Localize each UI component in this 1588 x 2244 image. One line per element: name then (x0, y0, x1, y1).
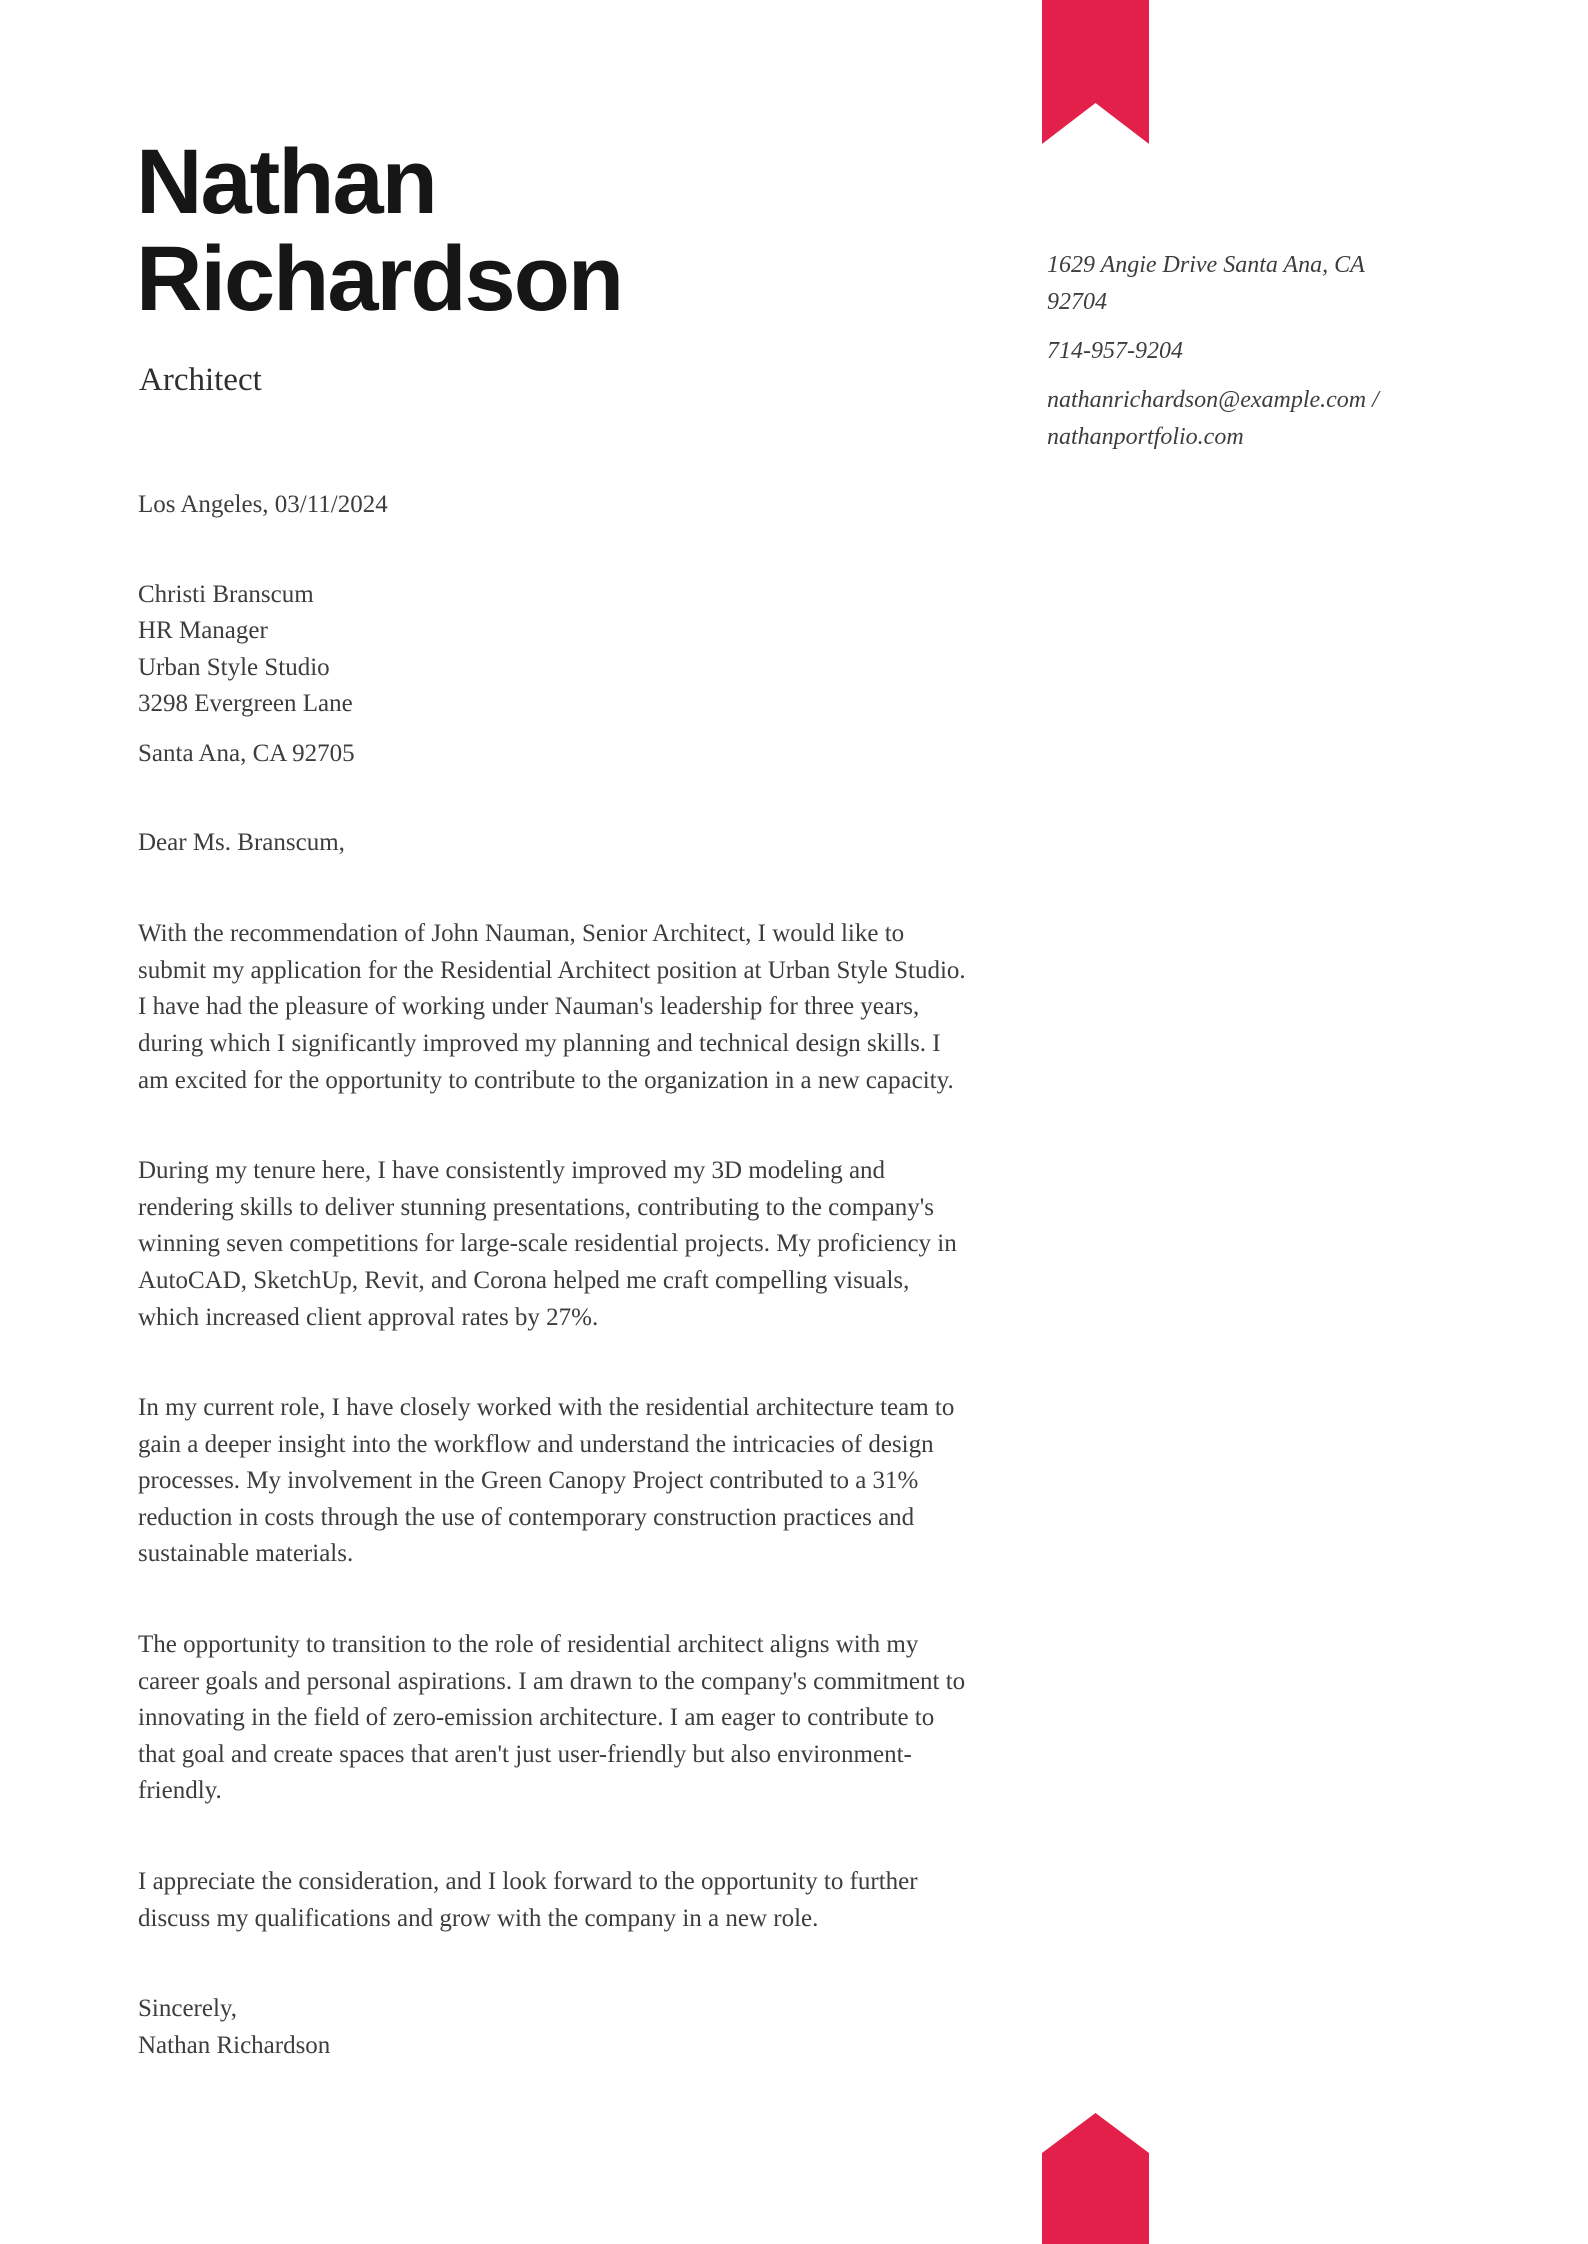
paragraph-5: I appreciate the consideration, and I look forward to the opportunity to further discuss my qualifications and grow with the company in a new role. (138, 1868, 918, 1932)
page-title: Nathan Richardson (136, 131, 623, 330)
paragraph-3: In my current role, I have closely worked with the residential architecture team to gain a deeper insight into the workflow and understand the intricacies of design processes. My involvement in the Green Canopy Project contributed to a 31% reduction in costs through the use of contemporary construction practices and sustainable materials. (138, 1394, 955, 1568)
closing-block (138, 1991, 970, 2064)
job-title: Architect (139, 362, 262, 398)
contact-phone: 714-957-9204 (1047, 338, 1183, 364)
recipient-block (138, 577, 970, 773)
recipient-company: Urban Style Studio (138, 653, 330, 681)
arrow-up-icon (1042, 2113, 1149, 2244)
paragraph-1: With the recommendation of John Nauman, Senior Architect, I would like to submit my application for the Residential Architect position at Urban Style Studio. I have had the pleasure of working under Nauman's leadership for three years, during which I significantly improved my planning and technical design skills. I am excited for the opportunity to contribute to the organization in a new capacity. (138, 920, 966, 1094)
contact-address: 1629 Angie Drive Santa Ana, CA 92704 (1047, 252, 1365, 315)
paragraph-2: During my tenure here, I have consistently improved my 3D modeling and rendering skills to deliver stunning presentations, contributing to the company's winning seven competitions for large-scale residential projects. My proficiency in AutoCAD, SketchUp, Revit, and Corona helped me craft compelling visuals, which increased client approval rates by 27%. (138, 1157, 957, 1331)
paragraph-4: The opportunity to transition to the role of residential architect aligns with my career goals and personal aspirations. I am drawn to the company's commitment to innovating in the field of zero-emission architecture. I am eager to contribute to that goal and create spaces that aren't just user-friendly but also environment-friendly. (138, 1631, 966, 1805)
recipient-street: 3298 Evergreen Lane (138, 690, 353, 718)
recipient-name: Christi Branscum (138, 580, 314, 608)
signature-name: Nathan Richardson (138, 2031, 331, 2059)
contact-email-website: nathanrichardson@example.com / nathanportfolio.com (1047, 387, 1379, 450)
salutation: Dear Ms. Branscum, (138, 828, 345, 856)
recipient-city: Santa Ana, CA 92705 (138, 739, 355, 767)
bookmark-ribbon-icon (1042, 0, 1149, 144)
letter-body (138, 487, 970, 2064)
recipient-title: HR Manager (138, 617, 268, 645)
contact-info (1047, 247, 1395, 456)
closing-word: Sincerely, (138, 1995, 238, 2023)
date-line: Los Angeles, 03/11/2024 (138, 491, 388, 518)
